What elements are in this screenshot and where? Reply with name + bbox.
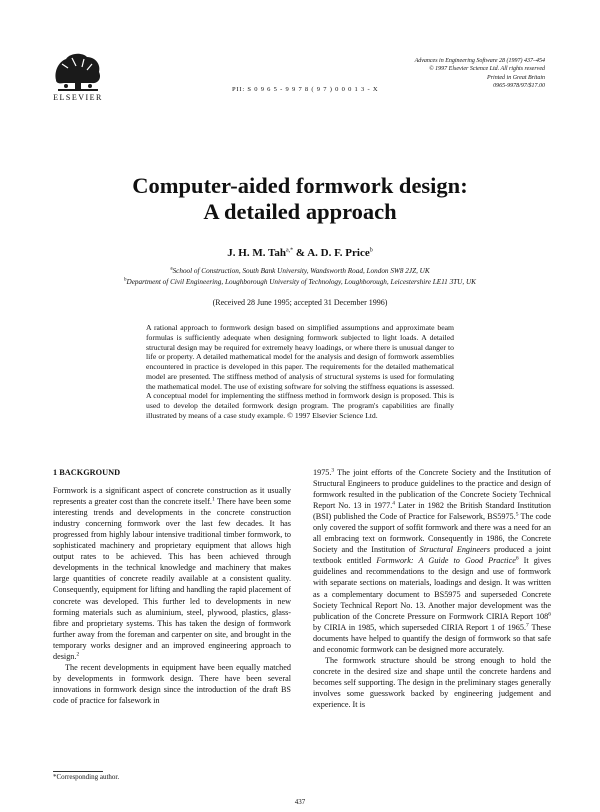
author-1-marks: a,* [285,247,294,254]
author-2-name: A. D. F. Price [307,247,370,259]
elsevier-tree-icon [52,50,104,92]
text-run: These documents have helped to quantify the design of formwork so that safe and economic formwork can be designed more accurately. [313,622,552,654]
reference-mark: 2 [76,651,80,658]
publisher-wordmark: ELSEVIER [53,93,103,102]
affiliation-b [0,278,600,286]
received-dates: (Received 28 June 1995; accepted 31 December 1996) [212,298,388,307]
elsevier-logo [52,50,104,102]
issn-price: 0965-9978/97/$17.00 [493,82,545,89]
paragraph [53,485,291,662]
italic-run: Structural Engineers [419,545,491,555]
affiliation-b-text: Department of Civil Engineering, Loughborough University of Technology, Loughborough, Leicestershire LE11 3TU, UK [126,278,476,286]
section-heading: 1 BACKGROUND [53,468,121,477]
text-run: Later in 1982 the British Standard Institution (BSI) published the Code of Practice for Falsework, BS5975. [313,501,551,522]
pii-code: PII: S 0 9 6 5 - 9 9 7 8 ( 9 7 ) 0 0 0 1 3 - X [232,86,379,93]
reference-mark: 3 [331,467,335,474]
text-run: It gives guidelines and recommendations to the design and use of formwork with separate sections on materials, loadings and design. It was written as a complementary document to BS5975 and superseded Concrete Society Technical Report No. 13. Another major development was the publication of the Concrete Pressure on Formwork CIRIA Report 108 [313,556,551,621]
author-2-marks: b [369,247,373,254]
reference-mark: 6 [548,610,551,617]
affiliation-a-mark: a [170,266,173,272]
reference-mark: 6 [515,555,519,562]
reference-mark: 7 [526,621,529,628]
page-number: 437 [294,798,306,806]
affiliation-a-text: School of Construction, South Bank University, Wandsworth Road, London SW8 2JZ, UK [172,267,430,275]
article-title [0,173,600,225]
text-run: produced a joint textbook entitled [313,545,552,566]
title-line-1: Computer-aided formwork design: [132,173,468,198]
author-1-name: J. H. M. Tah [227,247,286,259]
footnote-divider [53,771,103,772]
body-column-right [313,467,551,710]
reference-mark: 1 [211,496,215,503]
text-run: by CIRIA in 1985, which superseded CIRIA Report 1 of 1965. [313,622,527,632]
paragraph [313,467,551,655]
italic-run: Formwork: A Guide to Good Practice [376,556,516,566]
copyright-line: © 1997 Elsevier Science Ltd. All rights reserved [429,66,545,73]
journal-citation: Advances in Engineering Software 28 (1997) 437–454 [414,58,545,64]
text-run: Formwork is a significant aspect of concrete construction as it usually represents a greater cost than the concrete itself. [53,486,291,507]
paragraph: The formwork structure should be strong enough to hold the concrete in the desired size and shape until the concrete hardens and becomes self supporting. The design in the preliminary stages generally involves some guesswork backed by engineering judgement and experience. It is [313,655,551,709]
title-line-2: A detailed approach [203,199,397,224]
journal-info [415,57,545,90]
printed-in: Printed in Great Britain [487,74,545,81]
footnote: *Corresponding author. [53,773,120,781]
text-run: There have been some interesting trends and developments in the concrete construction industry concerning formwork over the last few decades. It has progressed from highly labour intensive traditional timber formwork, to sophisticated machinery and proprietary equipment that allows high output rates to be achieved. This has been achieved through developments in the technical knowledge and machinery that makes large quantities of concrete readily available at a consistent quality. Consequently, equipment for lifting and handling the rapid placement of concrete was developed. This further led to developments in new forming materials such as aluminium, steel, plywood, plastics, glass-fibre and proprietary systems. This has taken the design of formwork further away from the foreman and carpenter on site, and brought in the temporary works designer and an improved engineering approach to design. [53,497,291,661]
author-list [0,247,600,259]
abstract: A rational approach to formwork design based on simplified assumptions and approximate beam formulas is sufficiently adequate when designing formwork subjected to light loads. A detailed structural design may be required for extremely heavy loadings, or where there is unusual danger to life or property. A detailed mathematical model for the analysis and design of formwork assemblies encountered in practice is developed in this paper. The requirements for the detailed mathematical model are presented. The stiffness method of analysis of structural systems is used for formulating the mathematical model. The use of existing software for solving the stiffness equations is assessed. A conceptual model for implementing the stiffness method in formwork design is proposed. This is used to develop the detailed formwork design program. The program's capabilities are finally illustrated by means of a case study example. © 1997 Elsevier Science Ltd. [146,323,454,420]
text-run: 1975. [313,468,332,477]
affiliation-a [0,267,600,275]
reference-mark: 4 [392,500,396,507]
affiliation-b-mark: b [124,277,127,283]
text-run: The code only covered the support of soffit formwork and there was a need for an all embracing text on formwork. Consequently in 1986, the Concrete Society and the Institution of [313,512,551,555]
text-run: The joint efforts of the Concrete Society and the Institution of Structural Engineers to produce guidelines to the practice and design of formwork resulted in the publication of the Concrete Society Technical Report No. 13 in 1977. [313,468,551,511]
reference-mark: 5 [515,511,519,518]
author-separator: & [293,247,308,259]
paragraph: The recent developments in equipment have been equally matched by developments in formwork design. There have been several innovations in formwork design since the introduction of the draft BS code of practice for falsework in [53,662,291,705]
body-column-left [53,467,291,706]
